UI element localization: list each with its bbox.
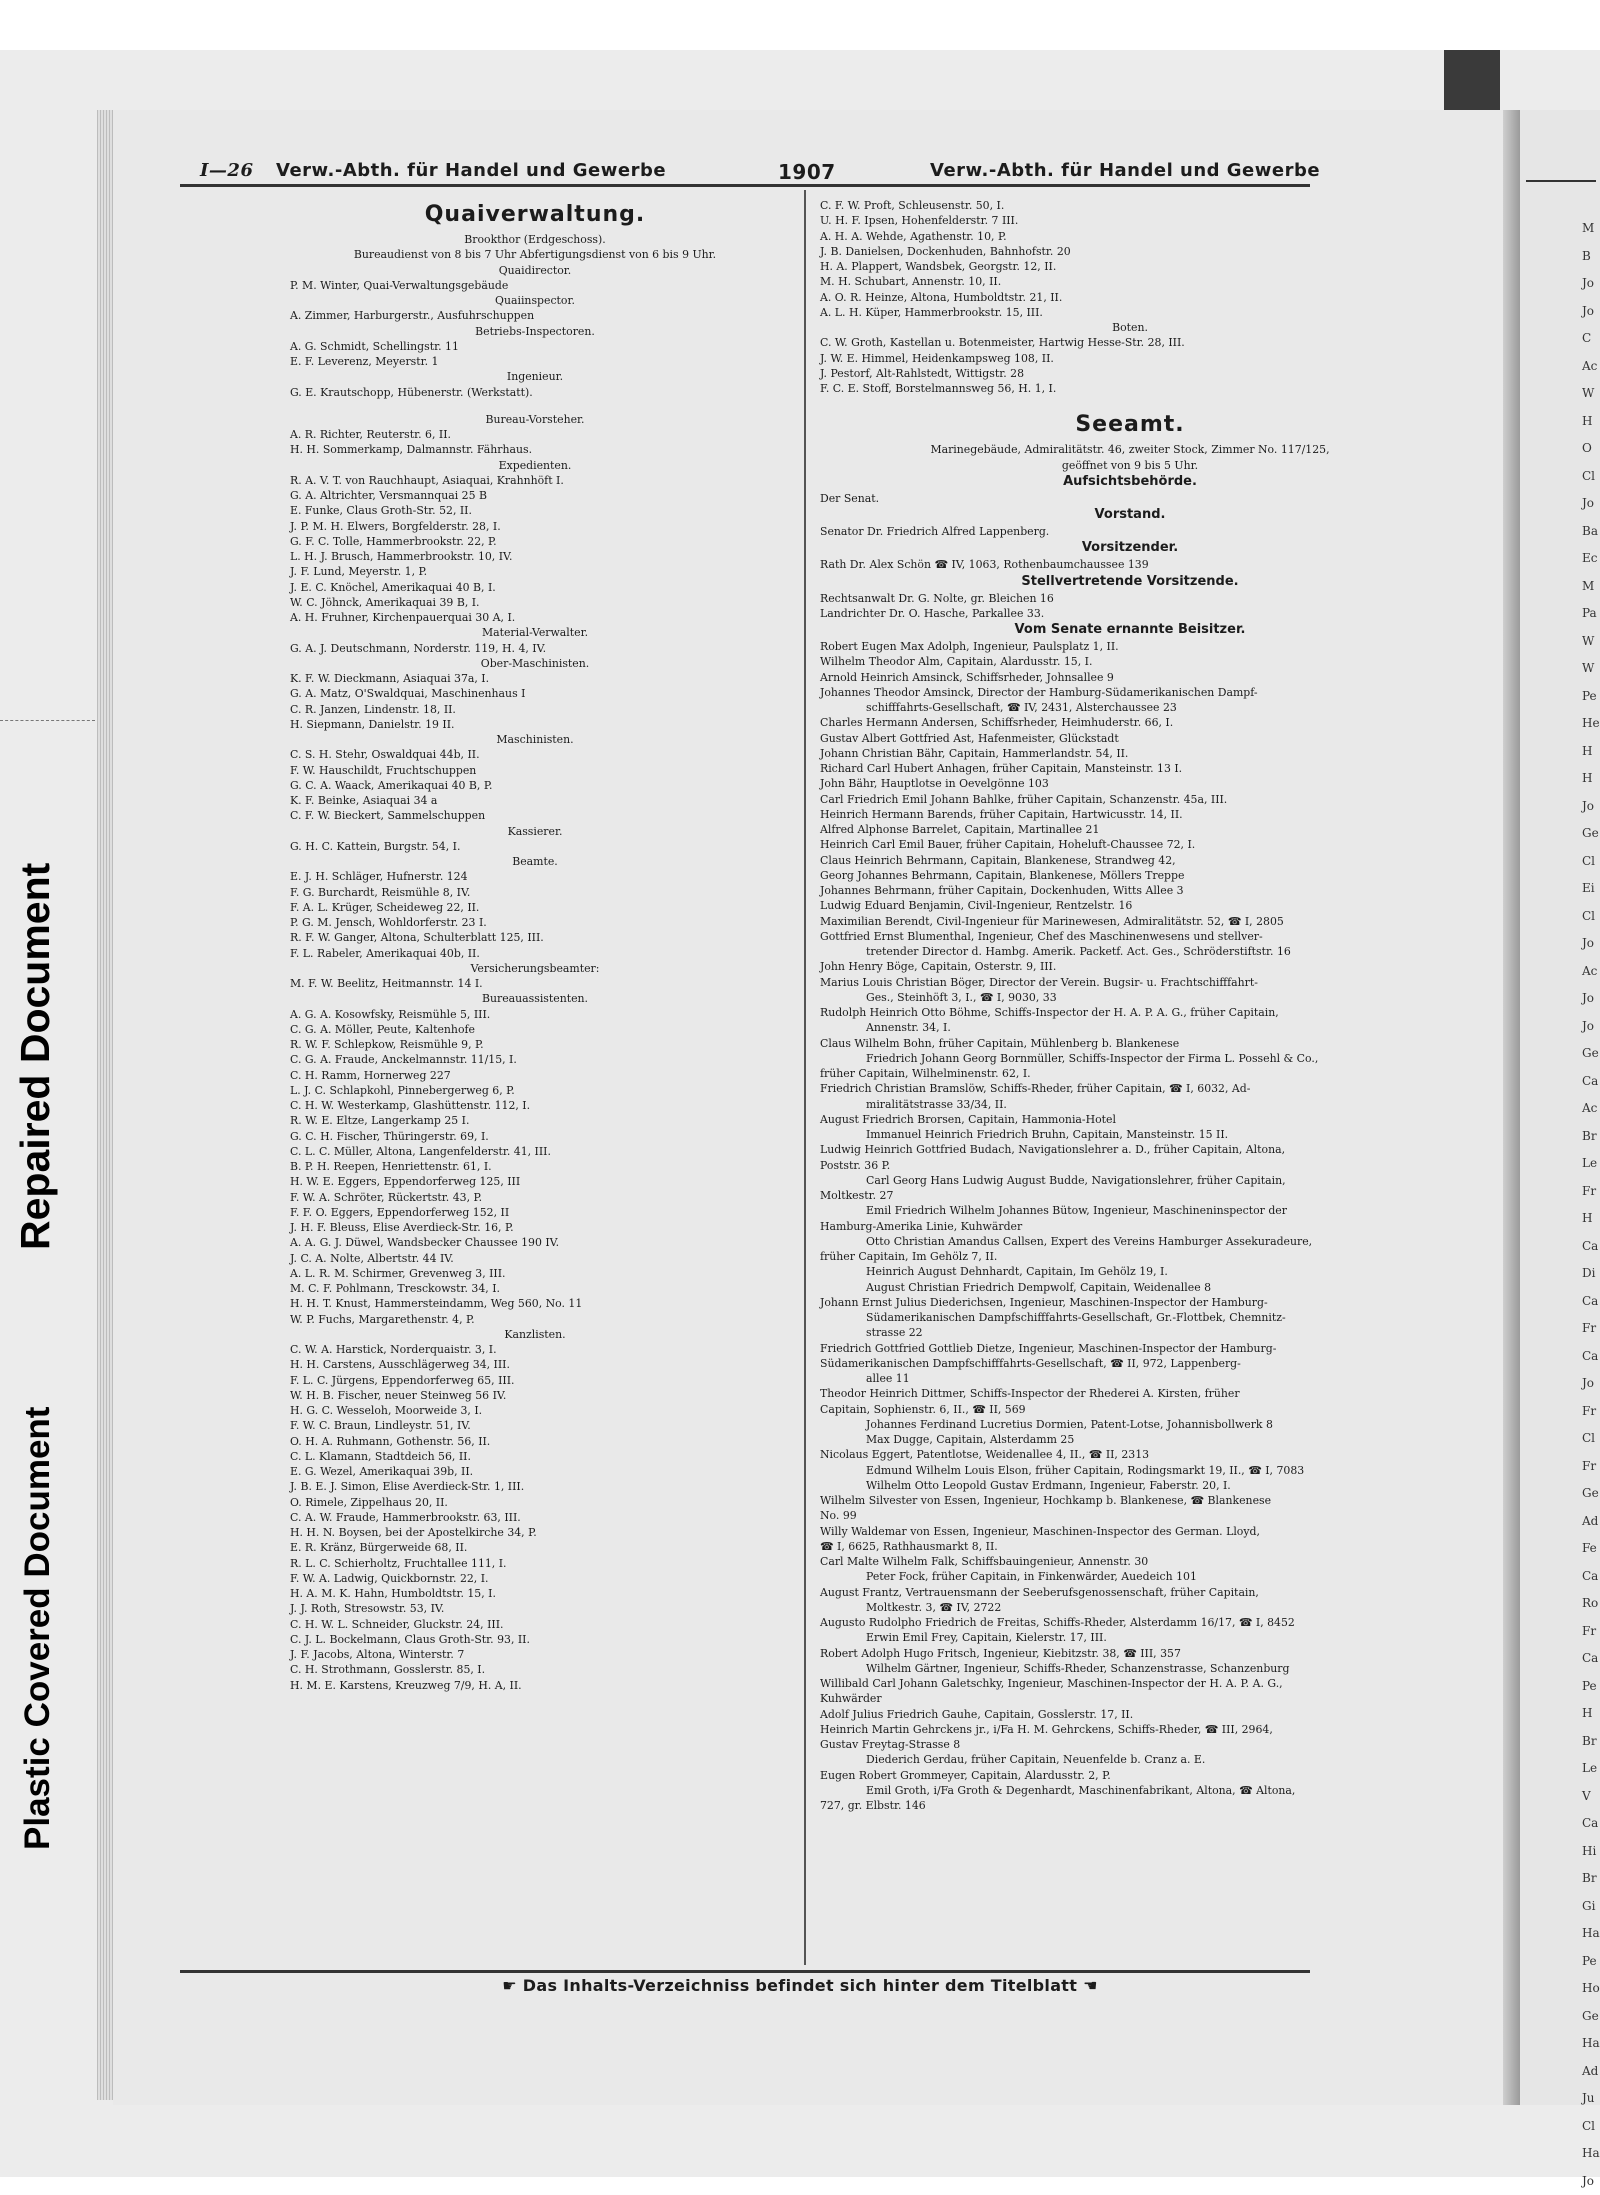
next-page-letter: Ca: [1582, 1068, 1600, 1096]
directory-entry: L. J. C. Schlapkohl, Pinnebergerweg 6, P.: [290, 1083, 780, 1098]
directory-entry: F. W. A. Schröter, Rückertstr. 43, P.: [290, 1190, 780, 1205]
next-page-letter: Pe: [1582, 1948, 1600, 1976]
section-heading: Beamte.: [290, 854, 780, 869]
directory-entry: Rechtsanwalt Dr. G. Nolte, gr. Bleichen 16: [820, 591, 1440, 606]
next-page-letter: H: [1582, 738, 1600, 766]
directory-entry: G. C. A. Waack, Amerikaquai 40 B, P.: [290, 778, 780, 793]
next-page-letter: H: [1582, 1700, 1600, 1728]
directory-entry: tretender Director d. Hambg. Amerik. Packetf. Act. Ges., Schröderstiftstr. 16: [820, 944, 1440, 959]
section-heading: Quaidirector.: [290, 263, 780, 278]
directory-entry: Willy Waldemar von Essen, Ingenieur, Maschinen-Inspector des German. Lloyd,: [820, 1524, 1440, 1539]
footer-note: [420, 1976, 1180, 1995]
directory-entry: M. C. F. Pohlmann, Tresckowstr. 34, I.: [290, 1281, 780, 1296]
directory-entry: M. H. Schubart, Annenstr. 10, II.: [820, 274, 1440, 289]
section-heading: Bureau-Vorsteher.: [290, 412, 780, 427]
directory-entry: C. R. Janzen, Lindenstr. 18, II.: [290, 702, 780, 717]
next-page-letter: H: [1582, 1205, 1600, 1233]
directory-entry: K. F. W. Dieckmann, Asiaquai 37a, I.: [290, 671, 780, 686]
directory-entry: C. H. Ramm, Hornerweg 227: [290, 1068, 780, 1083]
directory-entry: B. P. H. Reepen, Henriettenstr. 61, I.: [290, 1159, 780, 1174]
running-head-year: 1907: [778, 160, 836, 184]
next-page-letter: Ca: [1582, 1645, 1600, 1673]
directory-entry: M. F. W. Beelitz, Heitmannstr. 14 I.: [290, 976, 780, 991]
directory-entry: H. H. Carstens, Ausschlägerweg 34, III.: [290, 1357, 780, 1372]
next-page-letter: Ad: [1582, 1508, 1600, 1536]
directory-entry: P. M. Winter, Quai-Verwaltungsgebäude: [290, 278, 780, 293]
directory-entry: C. L. Klamann, Stadtdeich 56, II.: [290, 1449, 780, 1464]
section-heading: Boten.: [820, 320, 1440, 335]
directory-entry: Georg Johannes Behrmann, Capitain, Blankenese, Möllers Treppe: [820, 868, 1440, 883]
directory-entry: A. H. A. Wehde, Agathenstr. 10, P.: [820, 229, 1440, 244]
directory-entry: Edmund Wilhelm Louis Elson, früher Capitain, Rodingsmarkt 19, II., ☎ I, 7083: [820, 1463, 1440, 1478]
directory-entry: A. O. R. Heinze, Altona, Humboldtstr. 21, II.: [820, 290, 1440, 305]
directory-entry: F. C. E. Stoff, Borstelmannsweg 56, H. 1, I.: [820, 381, 1440, 396]
directory-entry: schifffahrts-Gesellschaft, ☎ IV, 2431, Alsterchaussee 23: [820, 700, 1440, 715]
directory-entry: G. H. C. Kattein, Burgstr. 54, I.: [290, 839, 780, 854]
section-heading: Brookthor (Erdgeschoss).: [290, 232, 780, 247]
directory-entry: C. F. W. Proft, Schleusenstr. 50, I.: [820, 198, 1440, 213]
directory-entry: Marius Louis Christian Böger, Director der Verein. Bugsir- u. Frachtschifffahrt-: [820, 975, 1440, 990]
next-page-letters: [1582, 215, 1600, 2195]
directory-entry: H. G. C. Wesseloh, Moorweide 3, I.: [290, 1403, 780, 1418]
directory-entry: G. A. Altrichter, Versmannquai 25 B: [290, 488, 780, 503]
next-page-letter: He: [1582, 710, 1600, 738]
directory-entry: A. L. H. Küper, Hammerbrookstr. 15, III.: [820, 305, 1440, 320]
next-page-letter: Jo: [1582, 490, 1600, 518]
directory-entry: H. M. E. Karstens, Kreuzweg 7/9, H. A, II.: [290, 1678, 780, 1693]
directory-entry: ☎ I, 6625, Rathhausmarkt 8, II.: [820, 1539, 1440, 1554]
directory-entry: früher Capitain, Wilhelminenstr. 62, I.: [820, 1066, 1440, 1081]
right-column: [820, 198, 1440, 1813]
directory-entry: A. A. G. J. Düwel, Wandsbecker Chaussee 190 IV.: [290, 1235, 780, 1250]
directory-entry: G. C. H. Fischer, Thüringerstr. 69, I.: [290, 1129, 780, 1144]
directory-entry: Willibald Carl Johann Galetschky, Ingenieur, Maschinen-Inspector der H. A. P. A. G.,: [820, 1676, 1440, 1691]
directory-entry: Gottfried Ernst Blumenthal, Ingenieur, Chef des Maschinenwesens und stellver-: [820, 929, 1440, 944]
directory-entry: Wilhelm Gärtner, Ingenieur, Schiffs-Rheder, Schanzenstrasse, Schanzenburg: [820, 1661, 1440, 1676]
next-page-letter: Ac: [1582, 1095, 1600, 1123]
next-page-letter: Hi: [1582, 1838, 1600, 1866]
directory-entry: K. F. Beinke, Asiaquai 34 a: [290, 793, 780, 808]
directory-entry: H. Siepmann, Danielstr. 19 II.: [290, 717, 780, 732]
directory-entry: Immanuel Heinrich Friedrich Bruhn, Capitain, Mansteinstr. 15 II.: [820, 1127, 1440, 1142]
directory-entry: C. L. C. Müller, Altona, Langenfelderstr. 41, III.: [290, 1144, 780, 1159]
directory-entry: Erwin Emil Frey, Capitain, Kielerstr. 17, III.: [820, 1630, 1440, 1645]
next-page-letter: Jo: [1582, 1013, 1600, 1041]
next-page-letter: Jo: [1582, 1370, 1600, 1398]
directory-entry: Gustav Freytag-Strasse 8: [820, 1737, 1440, 1752]
directory-entry: C. J. L. Bockelmann, Claus Groth-Str. 93, II.: [290, 1632, 780, 1647]
section-heading: Stellvertretende Vorsitzende.: [820, 573, 1440, 591]
directory-entry: Otto Christian Amandus Callsen, Expert des Vereins Hamburger Assekuradeure,: [820, 1234, 1440, 1249]
directory-entry: Carl Friedrich Emil Johann Bahlke, früher Capitain, Schanzenstr. 45a, III.: [820, 792, 1440, 807]
next-page-letter: Jo: [1582, 930, 1600, 958]
next-page-letter: Ac: [1582, 353, 1600, 381]
directory-entry: Capitain, Sophienstr. 6, II., ☎ II, 569: [820, 1402, 1440, 1417]
directory-entry: Ges., Steinhöft 3, I., ☎ I, 9030, 33: [820, 990, 1440, 1005]
directory-entry: C. A. W. Fraude, Hammerbrookstr. 63, III.: [290, 1510, 780, 1525]
directory-entry: allee 11: [820, 1371, 1440, 1386]
directory-entry: No. 99: [820, 1508, 1440, 1523]
directory-entry: Südamerikanischen Dampfschifffahrts-Gesellschaft, ☎ II, 972, Lappenberg-: [820, 1356, 1440, 1371]
pointing-hand-icon: ☛: [502, 1976, 523, 1995]
directory-entry: R. L. C. Schierholtz, Fruchtallee 111, I.: [290, 1556, 780, 1571]
directory-entry: Rudolph Heinrich Otto Böhme, Schiffs-Inspector der H. A. P. A. G., früher Capitain,: [820, 1005, 1440, 1020]
directory-entry: F. A. L. Krüger, Scheideweg 22, II.: [290, 900, 780, 915]
directory-entry: F. W. Hauschildt, Fruchtschuppen: [290, 763, 780, 778]
directory-entry: F. L. Rabeler, Amerikaquai 40b, II.: [290, 946, 780, 961]
directory-entry: A. G. A. Kosowfsky, Reismühle 5, III.: [290, 1007, 780, 1022]
sidebar-divider: [0, 720, 95, 721]
directory-entry: G. A. Matz, O'Swaldquai, Maschinenhaus I: [290, 686, 780, 701]
directory-entry: C. W. A. Harstick, Norderquaistr. 3, I.: [290, 1342, 780, 1357]
directory-entry: Nicolaus Eggert, Patentlotse, Weidenallee 4, II., ☎ II, 2313: [820, 1447, 1440, 1462]
next-page-letter: H: [1582, 765, 1600, 793]
next-page-letter: C: [1582, 325, 1600, 353]
next-page-letter: H: [1582, 408, 1600, 436]
next-page-letter: Cl: [1582, 463, 1600, 491]
next-page-letter: Jo: [1582, 270, 1600, 298]
directory-entry: Ludwig Heinrich Gottfried Budach, Navigationslehrer a. D., früher Capitain, Altona,: [820, 1142, 1440, 1157]
directory-entry: F. W. A. Ladwig, Quickbornstr. 22, I.: [290, 1571, 780, 1586]
directory-entry: Poststr. 36 P.: [820, 1158, 1440, 1173]
section-heading: Ingenieur.: [290, 369, 780, 384]
directory-entry: Robert Eugen Max Adolph, Ingenieur, Paulsplatz 1, II.: [820, 639, 1440, 654]
directory-entry: J. H. F. Bleuss, Elise Averdieck-Str. 16, P.: [290, 1220, 780, 1235]
directory-entry: August Christian Friedrich Dempwolf, Capitain, Weidenallee 8: [820, 1280, 1440, 1295]
section-heading: Bureauassistenten.: [290, 991, 780, 1006]
directory-entry: Johann Ernst Julius Diederichsen, Ingenieur, Maschinen-Inspector der Hamburg-: [820, 1295, 1440, 1310]
directory-entry: J. Pestorf, Alt-Rahlstedt, Wittigstr. 28: [820, 366, 1440, 381]
next-page-letter: Gi: [1582, 1893, 1600, 1921]
section-heading: Quaiverwaltung.: [290, 198, 780, 232]
directory-entry: August Frantz, Vertrauensmann der Seeberufsgenossenschaft, früher Capitain,: [820, 1585, 1440, 1600]
directory-entry: Eugen Robert Grommeyer, Capitain, Alardusstr. 2, P.: [820, 1768, 1440, 1783]
next-page-letter: Ei: [1582, 875, 1600, 903]
directory-entry: J. F. Jacobs, Altona, Winterstr. 7: [290, 1647, 780, 1662]
directory-entry: U. H. F. Ipsen, Hohenfelderstr. 7 III.: [820, 213, 1440, 228]
directory-entry: Heinrich Carl Emil Bauer, früher Capitain, Hoheluft-Chaussee 72, I.: [820, 837, 1440, 852]
section-heading: Material-Verwalter.: [290, 625, 780, 640]
plastic-covered-document-label: Plastic Covered Document: [18, 1407, 58, 1850]
directory-entry: Der Senat.: [820, 491, 1440, 506]
directory-entry: John Henry Böge, Capitain, Osterstr. 9, III.: [820, 959, 1440, 974]
section-heading: Quaiinspector.: [290, 293, 780, 308]
directory-entry: miralitätstrasse 33/34, II.: [820, 1097, 1440, 1112]
directory-entry: H. H. N. Boysen, bei der Apostelkirche 34, P.: [290, 1525, 780, 1540]
directory-entry: Johannes Theodor Amsinck, Director der Hamburg-Südamerikanischen Dampf-: [820, 685, 1440, 700]
page-number: I—26: [200, 160, 253, 181]
next-page-letter: Ca: [1582, 1563, 1600, 1591]
directory-entry: A. R. Richter, Reuterstr. 6, II.: [290, 427, 780, 442]
directory-entry: Carl Malte Wilhelm Falk, Schiffsbauingenieur, Annenstr. 30: [820, 1554, 1440, 1569]
directory-entry: F. L. C. Jürgens, Eppendorferweg 65, III.: [290, 1373, 780, 1388]
directory-entry: Annenstr. 34, I.: [820, 1020, 1440, 1035]
next-page-fragment: [1520, 110, 1600, 2105]
directory-entry: H. A. M. K. Hahn, Humboldtstr. 15, I.: [290, 1586, 780, 1601]
directory-entry: F. W. C. Braun, Lindleystr. 51, IV.: [290, 1418, 780, 1433]
section-heading: Marinegebäude, Admiralitätstr. 46, zweiter Stock, Zimmer No. 117/125,: [820, 442, 1440, 457]
directory-entry: H. H. Sommerkamp, Dalmannstr. Fährhaus.: [290, 442, 780, 457]
directory-entry: J. P. M. H. Elwers, Borgfelderstr. 28, I.: [290, 519, 780, 534]
directory-entry: Kuhwärder: [820, 1691, 1440, 1706]
directory-entry: Ludwig Eduard Benjamin, Civil-Ingenieur, Rentzelstr. 16: [820, 898, 1440, 913]
directory-entry: Robert Adolph Hugo Fritsch, Ingenieur, Kiebitzstr. 38, ☎ III, 357: [820, 1646, 1440, 1661]
section-heading: Expedienten.: [290, 458, 780, 473]
directory-entry: Charles Hermann Andersen, Schiffsrheder, Heimhuderstr. 66, I.: [820, 715, 1440, 730]
directory-entry: 727, gr. Elbstr. 146: [820, 1798, 1440, 1813]
directory-entry: Wilhelm Theodor Alm, Capitain, Alardusstr. 15, I.: [820, 654, 1440, 669]
next-page-letter: Ro: [1582, 1590, 1600, 1618]
next-page-letter: Ca: [1582, 1343, 1600, 1371]
directory-entry: Heinrich Hermann Barends, früher Capitain, Hartwicusstr. 14, II.: [820, 807, 1440, 822]
directory-entry: R. F. W. Ganger, Altona, Schulterblatt 125, III.: [290, 930, 780, 945]
directory-entry: Rath Dr. Alex Schön ☎ IV, 1063, Rothenbaumchaussee 139: [820, 557, 1440, 572]
next-page-letter: Fr: [1582, 1618, 1600, 1646]
directory-entry: C. G. A. Möller, Peute, Kaltenhofe: [290, 1022, 780, 1037]
directory-entry: E. R. Kränz, Bürgerweide 68, II.: [290, 1540, 780, 1555]
directory-entry: Friedrich Johann Georg Bornmüller, Schiffs-Inspector der Firma L. Possehl & Co.,: [820, 1051, 1440, 1066]
next-page-letter: Ho: [1582, 1975, 1600, 2003]
directory-entry: C. S. H. Stehr, Oswaldquai 44b, II.: [290, 747, 780, 762]
section-heading: Kassierer.: [290, 824, 780, 839]
directory-entry: J. B. E. J. Simon, Elise Averdieck-Str. 1, III.: [290, 1479, 780, 1494]
section-heading: Maschinisten.: [290, 732, 780, 747]
directory-entry: strasse 22: [820, 1325, 1440, 1340]
next-page-letter: Cl: [1582, 2113, 1600, 2141]
directory-entry: Claus Wilhelm Bohn, früher Capitain, Mühlenberg b. Blankenese: [820, 1036, 1440, 1051]
directory-entry: H. A. Plappert, Wandsbek, Georgstr. 12, II.: [820, 259, 1440, 274]
directory-entry: E. G. Wezel, Amerikaquai 39b, II.: [290, 1464, 780, 1479]
next-page-letter: Pe: [1582, 683, 1600, 711]
next-page-letter: Ad: [1582, 2058, 1600, 2086]
next-page-letter: Ge: [1582, 2003, 1600, 2031]
directory-entry: Johannes Ferdinand Lucretius Dormien, Patent-Lotse, Johannisbollwerk 8: [820, 1417, 1440, 1432]
section-heading: Vom Senate ernannte Beisitzer.: [820, 621, 1440, 639]
page-edge-gutter: [97, 110, 113, 2100]
directory-entry: A. H. Fruhner, Kirchenpauerquai 30 A, I.: [290, 610, 780, 625]
directory-entry: Theodor Heinrich Dittmer, Schiffs-Inspector der Rhederei A. Kirsten, früher: [820, 1386, 1440, 1401]
directory-entry: H. W. E. Eggers, Eppendorferweg 125, III: [290, 1174, 780, 1189]
directory-entry: Diederich Gerdau, früher Capitain, Neuenfelde b. Cranz a. E.: [820, 1752, 1440, 1767]
next-page-letter: Br: [1582, 1728, 1600, 1756]
section-heading: Ober-Maschinisten.: [290, 656, 780, 671]
directory-entry: Alfred Alphonse Barrelet, Capitain, Martinallee 21: [820, 822, 1440, 837]
next-page-letter: Ge: [1582, 1480, 1600, 1508]
section-heading: Seeamt.: [820, 408, 1440, 442]
directory-entry: C. G. A. Fraude, Anckelmannstr. 11/15, I.: [290, 1052, 780, 1067]
directory-entry: R. W. F. Schlepkow, Reismühle 9, P.: [290, 1037, 780, 1052]
directory-entry: J. C. A. Nolte, Albertstr. 44 IV.: [290, 1251, 780, 1266]
next-page-letter: Le: [1582, 1150, 1600, 1178]
section-heading: geöffnet von 9 bis 5 Uhr.: [820, 458, 1440, 473]
next-page-letter: Ge: [1582, 820, 1600, 848]
next-page-letter: M: [1582, 215, 1600, 243]
directory-entry: R. W. E. Eltze, Langerkamp 25 I.: [290, 1113, 780, 1128]
next-page-letter: Ge: [1582, 1040, 1600, 1068]
directory-entry: A. Zimmer, Harburgerstr., Ausfuhrschuppen: [290, 308, 780, 323]
directory-entry: A. L. R. M. Schirmer, Grevenweg 3, III.: [290, 1266, 780, 1281]
directory-entry: J. F. Lund, Meyerstr. 1, P.: [290, 564, 780, 579]
directory-entry: P. G. M. Jensch, Wohldorferstr. 23 I.: [290, 915, 780, 930]
directory-entry: Friedrich Christian Bramslöw, Schiffs-Rheder, früher Capitain, ☎ I, 6032, Ad-: [820, 1081, 1440, 1096]
next-page-letter: V: [1582, 1783, 1600, 1811]
directory-entry: Moltkestr. 3, ☎ IV, 2722: [820, 1600, 1440, 1615]
next-page-letter: Jo: [1582, 985, 1600, 1013]
directory-entry: August Friedrich Brorsen, Capitain, Hammonia-Hotel: [820, 1112, 1440, 1127]
directory-entry: Heinrich August Dehnhardt, Capitain, Im Gehölz 19, I.: [820, 1264, 1440, 1279]
directory-entry: E. Funke, Claus Groth-Str. 52, II.: [290, 503, 780, 518]
next-page-letter: Di: [1582, 1260, 1600, 1288]
next-page-letter: W: [1582, 628, 1600, 656]
next-page-letter: Fr: [1582, 1453, 1600, 1481]
next-page-letter: Br: [1582, 1865, 1600, 1893]
page-fold-shadow: [1503, 110, 1520, 2105]
next-page-letter: Pe: [1582, 1673, 1600, 1701]
section-heading: Betriebs-Inspectoren.: [290, 324, 780, 339]
next-page-letter: Le: [1582, 1755, 1600, 1783]
directory-entry: C. W. Groth, Kastellan u. Botenmeister, Hartwig Hesse-Str. 28, III.: [820, 335, 1440, 350]
next-page-letter: Fe: [1582, 1535, 1600, 1563]
next-page-letter: Fr: [1582, 1315, 1600, 1343]
next-page-letter: Ca: [1582, 1810, 1600, 1838]
next-page-letter: Cl: [1582, 848, 1600, 876]
next-page-letter: Ca: [1582, 1288, 1600, 1316]
next-page-letter: Jo: [1582, 2168, 1600, 2195]
next-page-letter: Jo: [1582, 298, 1600, 326]
next-page-letter: Ha: [1582, 2140, 1600, 2168]
next-page-letter: W: [1582, 380, 1600, 408]
next-page-letter: Ha: [1582, 1920, 1600, 1948]
repaired-document-label: Repaired Document: [12, 863, 59, 1250]
directory-entry: Emil Friedrich Wilhelm Johannes Bütow, Ingenieur, Maschineninspector der: [820, 1203, 1440, 1218]
directory-entry: F. G. Burchardt, Reismühle 8, IV.: [290, 885, 780, 900]
directory-entry: Max Dugge, Capitain, Alsterdamm 25: [820, 1432, 1440, 1447]
directory-entry: Hamburg-Amerika Linie, Kuhwärder: [820, 1219, 1440, 1234]
directory-entry: Johannes Behrmann, früher Capitain, Dockenhuden, Witts Allee 3: [820, 883, 1440, 898]
directory-entry: H. H. T. Knust, Hammersteindamm, Weg 560, No. 11: [290, 1296, 780, 1311]
next-page-letter: Pa: [1582, 600, 1600, 628]
next-page-letter: M: [1582, 573, 1600, 601]
directory-entry: Adolf Julius Friedrich Gauhe, Capitain, Gosslerstr. 17, II.: [820, 1707, 1440, 1722]
directory-entry: Landrichter Dr. O. Hasche, Parkallee 33.: [820, 606, 1440, 621]
directory-entry: W. P. Fuchs, Margarethenstr. 4, P.: [290, 1312, 780, 1327]
directory-entry: Wilhelm Silvester von Essen, Ingenieur, Hochkamp b. Blankenese, ☎ Blankenese: [820, 1493, 1440, 1508]
directory-entry: Carl Georg Hans Ludwig August Budde, Navigationslehrer, früher Capitain,: [820, 1173, 1440, 1188]
column-separator: [804, 190, 806, 1965]
next-page-rule: [1526, 180, 1596, 182]
section-heading: Vorstand.: [820, 506, 1440, 524]
directory-entry: O. Rimele, Zippelhaus 20, II.: [290, 1495, 780, 1510]
directory-entry: Wilhelm Otto Leopold Gustav Erdmann, Ingenieur, Faberstr. 20, I.: [820, 1478, 1440, 1493]
next-page-letter: Ha: [1582, 2030, 1600, 2058]
next-page-letter: Ec: [1582, 545, 1600, 573]
directory-entry: W. H. B. Fischer, neuer Steinweg 56 IV.: [290, 1388, 780, 1403]
directory-entry: J. J. Roth, Stresowstr. 53, IV.: [290, 1601, 780, 1616]
section-heading: Kanzlisten.: [290, 1327, 780, 1342]
next-page-letter: Ju: [1582, 2085, 1600, 2113]
directory-entry: L. H. J. Brusch, Hammerbrookstr. 10, IV.: [290, 549, 780, 564]
directory-entry: J. E. C. Knöchel, Amerikaquai 40 B, I.: [290, 580, 780, 595]
directory-entry: Richard Carl Hubert Anhagen, früher Capitain, Mansteinstr. 13 I.: [820, 761, 1440, 776]
directory-entry: O. H. A. Ruhmann, Gothenstr. 56, II.: [290, 1434, 780, 1449]
directory-entry: früher Capitain, Im Gehölz 7, II.: [820, 1249, 1440, 1264]
next-page-letter: Ba: [1582, 518, 1600, 546]
directory-entry: Friedrich Gottfried Gottlieb Dietze, Ingenieur, Maschinen-Inspector der Hamburg-: [820, 1341, 1440, 1356]
directory-entry: C. H. Strothmann, Gosslerstr. 85, I.: [290, 1662, 780, 1677]
directory-entry: Johann Christian Bähr, Capitain, Hammerlandstr. 54, II.: [820, 746, 1440, 761]
directory-entry: G. A. J. Deutschmann, Norderstr. 119, H. 4, IV.: [290, 641, 780, 656]
section-heading: Aufsichtsbehörde.: [820, 473, 1440, 491]
next-page-letter: Fr: [1582, 1398, 1600, 1426]
header-rule: [180, 184, 1310, 187]
directory-entry: Senator Dr. Friedrich Alfred Lappenberg.: [820, 524, 1440, 539]
next-page-letter: Ac: [1582, 958, 1600, 986]
directory-entry: Augusto Rudolpho Friedrich de Freitas, Schiffs-Rheder, Alsterdamm 16/17, ☎ I, 8452: [820, 1615, 1440, 1630]
footer-text: Das Inhalts-Verzeichniss befindet sich hinter dem Titelblatt: [523, 1976, 1077, 1995]
next-page-letter: O: [1582, 435, 1600, 463]
directory-entry: Gustav Albert Gottfried Ast, Hafenmeister, Glückstadt: [820, 731, 1440, 746]
next-page-letter: B: [1582, 243, 1600, 271]
directory-entry: C. H. W. L. Schneider, Gluckstr. 24, III.: [290, 1617, 780, 1632]
directory-entry: E. J. H. Schläger, Hufnerstr. 124: [290, 869, 780, 884]
directory-entry: G. E. Krautschopp, Hübenerstr. (Werkstatt).: [290, 385, 780, 400]
directory-entry: Peter Fock, früher Capitain, in Finkenwärder, Auedeich 101: [820, 1569, 1440, 1584]
directory-entry: C. H. W. Westerkamp, Glashüttenstr. 112, I.: [290, 1098, 780, 1113]
directory-entry: Heinrich Martin Gehrckens jr., i/Fa H. M. Gehrckens, Schiffs-Rheder, ☎ III, 2964,: [820, 1722, 1440, 1737]
directory-entry: A. G. Schmidt, Schellingstr. 11: [290, 339, 780, 354]
left-column: [290, 198, 780, 1693]
next-page-letter: Cl: [1582, 903, 1600, 931]
directory-entry: Claus Heinrich Behrmann, Capitain, Blankenese, Strandweg 42,: [820, 853, 1440, 868]
running-head-left: Verw.-Abth. für Handel und Gewerbe: [276, 160, 666, 181]
directory-entry: E. F. Leverenz, Meyerstr. 1: [290, 354, 780, 369]
directory-entry: John Bähr, Hauptlotse in Oevelgönne 103: [820, 776, 1440, 791]
directory-entry: R. A. V. T. von Rauchhaupt, Asiaquai, Krahnhöft I.: [290, 473, 780, 488]
next-page-letter: Br: [1582, 1123, 1600, 1151]
section-heading: Vorsitzender.: [820, 539, 1440, 557]
section-heading: Versicherungsbeamter:: [290, 961, 780, 976]
directory-entry: J. W. E. Himmel, Heidenkampsweg 108, II.: [820, 351, 1440, 366]
directory-entry: F. F. O. Eggers, Eppendorferweg 152, II: [290, 1205, 780, 1220]
footer-rule: [180, 1970, 1310, 1973]
directory-entry: Maximilian Berendt, Civil-Ingenieur für Marinewesen, Admiralitätstr. 52, ☎ I, 2805: [820, 914, 1440, 929]
next-page-letter: Fr: [1582, 1178, 1600, 1206]
next-page-letter: Ca: [1582, 1233, 1600, 1261]
next-page-letter: Cl: [1582, 1425, 1600, 1453]
next-page-letter: Jo: [1582, 793, 1600, 821]
running-head-right: Verw.-Abth. für Handel und Gewerbe: [930, 160, 1320, 181]
directory-entry: Arnold Heinrich Amsinck, Schiffsrheder, Johnsallee 9: [820, 670, 1440, 685]
directory-entry: G. F. C. Tolle, Hammerbrookstr. 22, P.: [290, 534, 780, 549]
directory-entry: Emil Groth, i/Fa Groth & Degenhardt, Maschinenfabrikant, Altona, ☎ Altona,: [820, 1783, 1440, 1798]
directory-entry: W. C. Jöhnck, Amerikaquai 39 B, I.: [290, 595, 780, 610]
next-page-letter: W: [1582, 655, 1600, 683]
directory-entry: J. B. Danielsen, Dockenhuden, Bahnhofstr. 20: [820, 244, 1440, 259]
directory-entry: Südamerikanischen Dampfschifffahrts-Gesellschaft, Gr.-Flottbek, Chemnitz-: [820, 1310, 1440, 1325]
section-heading: Bureaudienst von 8 bis 7 Uhr Abfertigungsdienst von 6 bis 9 Uhr.: [290, 247, 780, 262]
pointing-hand-icon: ☚: [1077, 1976, 1098, 1995]
directory-entry: Moltkestr. 27: [820, 1188, 1440, 1203]
directory-entry: C. F. W. Bieckert, Sammelschuppen: [290, 808, 780, 823]
